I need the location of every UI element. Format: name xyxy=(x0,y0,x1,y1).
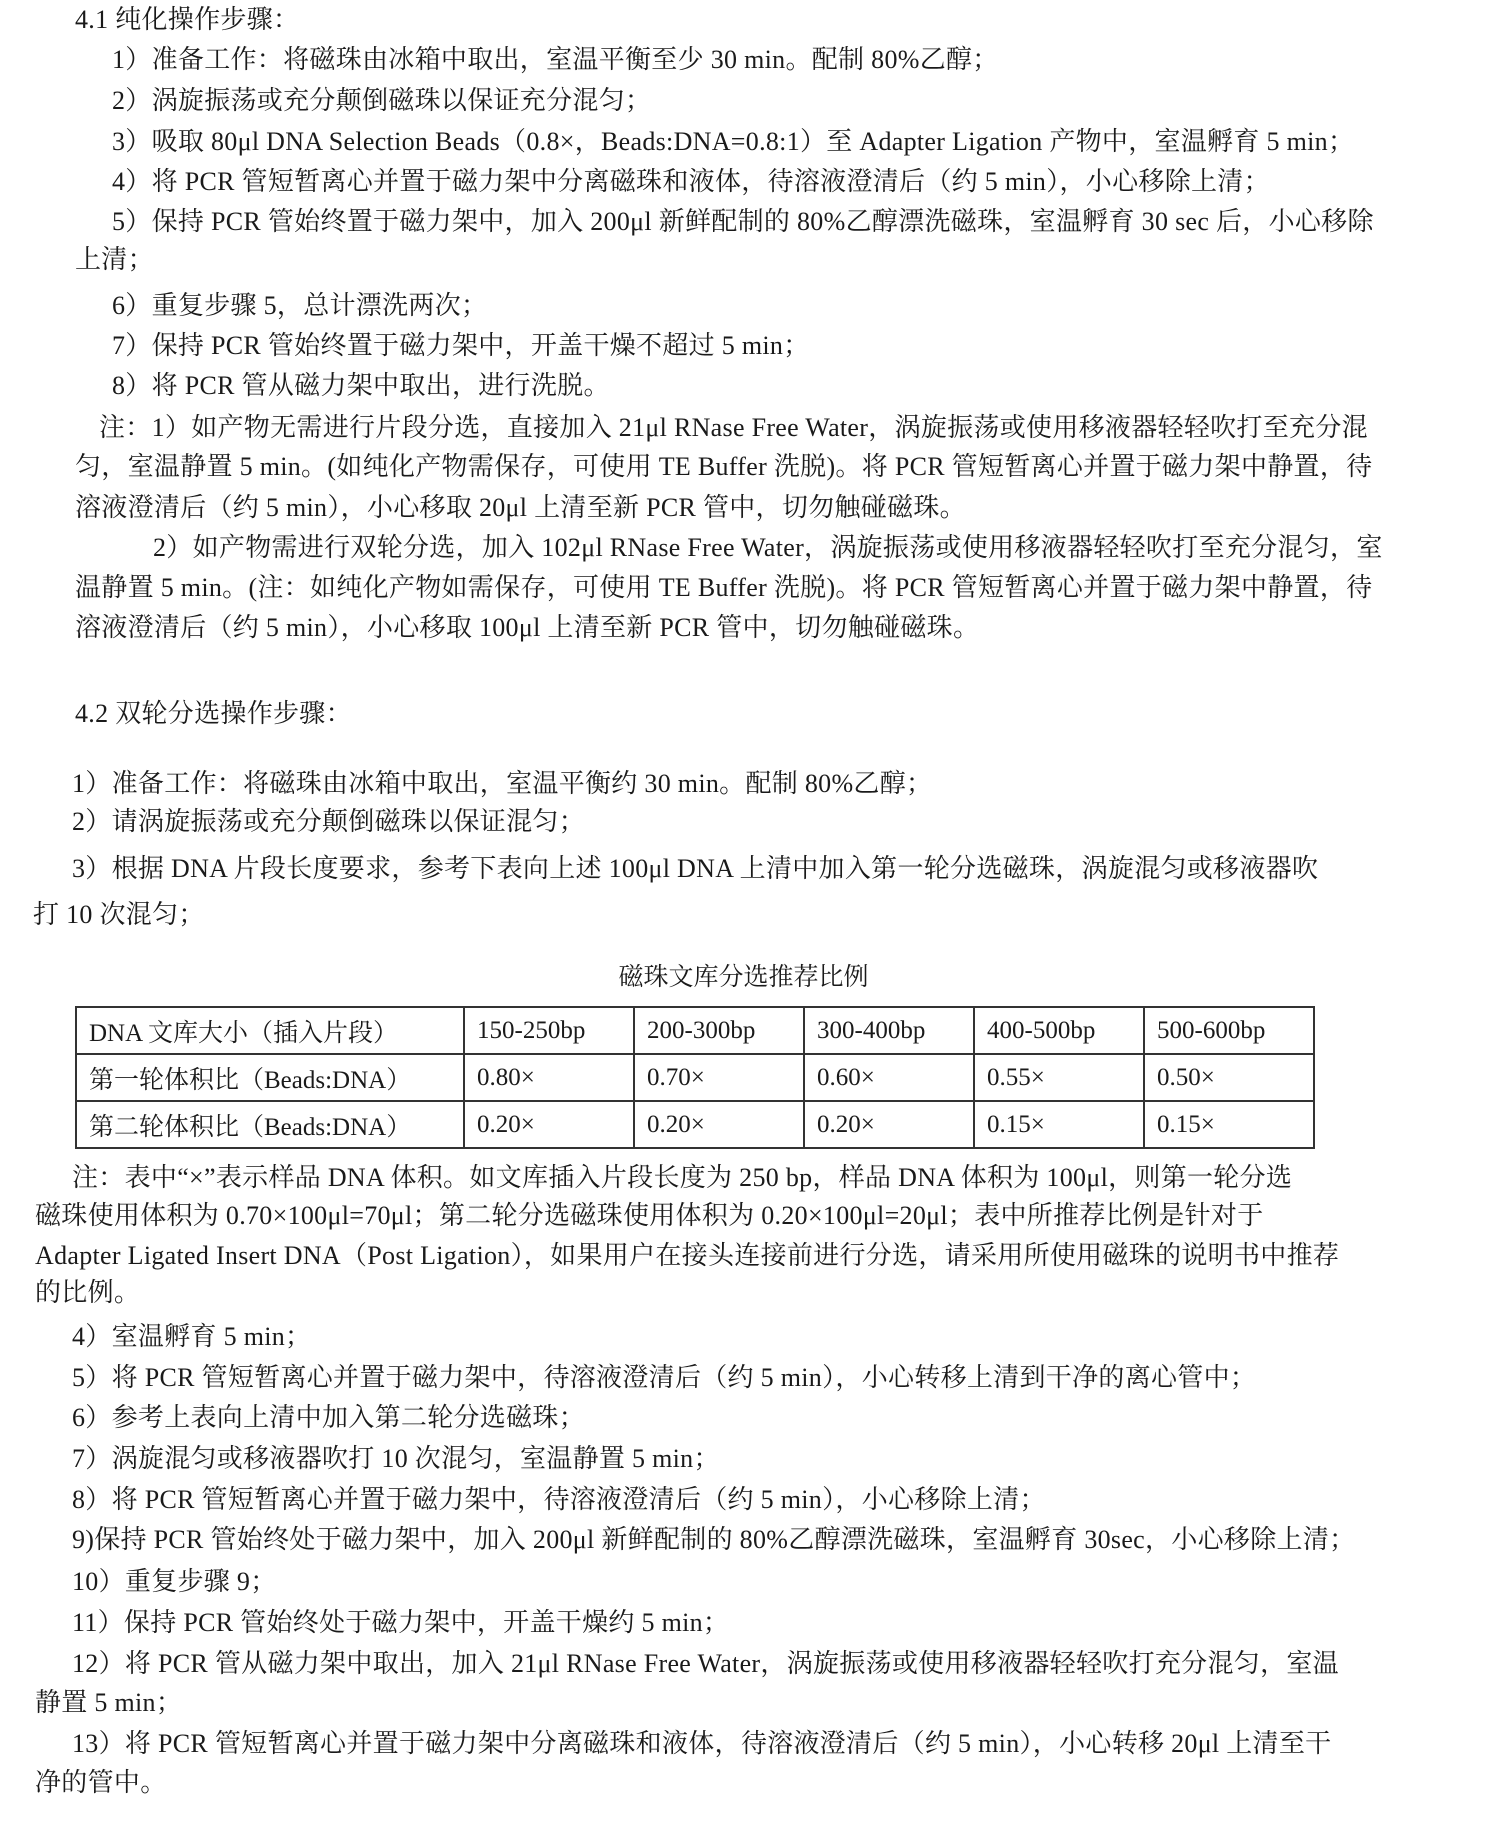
step-4-2-2: 2）请涡旋振荡或充分颠倒磁珠以保证混匀； xyxy=(72,807,586,836)
table-cell: 第一轮体积比（Beads:DNA） xyxy=(76,1054,464,1101)
step-4-2-3-cont: 打 10 次混匀； xyxy=(33,900,205,929)
step-4-2-6: 6）参考上表向上清中加入第二轮分选磁珠； xyxy=(72,1403,586,1432)
note-2-line-3: 溶液澄清后（约 5 min），小心移取 100μl 上清至新 PCR 管中，切勿触碰磁珠。 xyxy=(75,613,980,642)
step-4-2-7: 7）涡旋混匀或移液器吹打 10 次混匀，室温静置 5 min； xyxy=(72,1444,720,1473)
table-row xyxy=(76,1007,1314,1054)
table-row xyxy=(76,1054,1314,1101)
step-4-2-5: 5）将 PCR 管短暂离心并置于磁力架中，待溶液澄清后（约 5 min），小心转移上清到干净的离心管中； xyxy=(72,1363,1257,1392)
step-4-2-11: 11）保持 PCR 管始终处于磁力架中，开盖干燥约 5 min； xyxy=(72,1608,730,1637)
table-cell: 第二轮体积比（Beads:DNA） xyxy=(76,1101,464,1148)
table-cell: 0.15× xyxy=(974,1101,1144,1148)
bead-ratio-table xyxy=(75,1006,1315,1149)
table-cell: 0.20× xyxy=(464,1101,634,1148)
step-4-2-12: 12）将 PCR 管从磁力架中取出，加入 21μl RNase Free Water，涡旋振荡或使用移液器轻轻吹打充分混匀，室温 xyxy=(72,1649,1339,1678)
step-4-1-2: 2）涡旋振荡或充分颠倒磁珠以保证充分混匀； xyxy=(112,86,652,115)
section-4-2-title: 4.2 双轮分选操作步骤： xyxy=(75,699,352,728)
table-cell: 0.55× xyxy=(974,1054,1144,1101)
table-cell: 0.70× xyxy=(634,1054,804,1101)
step-4-2-13: 13）将 PCR 管短暂离心并置于磁力架中分离磁珠和液体，待溶液澄清后（约 5 min），小心转移 20μl 上清至干 xyxy=(72,1729,1332,1758)
table-note-line-2: 磁珠使用体积为 0.70×100μl=70μl；第二轮分选磁珠使用体积为 0.20×100μl=20μl；表中所推荐比例是针对于 xyxy=(35,1201,1264,1230)
table-cell: 0.60× xyxy=(804,1054,974,1101)
step-4-2-3: 3）根据 DNA 片段长度要求，参考下表向上述 100μl DNA 上清中加入第一轮分选磁珠，涡旋混匀或移液器吹 xyxy=(72,854,1319,883)
note-1-line-1: 注：1）如产物无需进行片段分选，直接加入 21μl RNase Free Water，涡旋振荡或使用移液器轻轻吹打至充分混 xyxy=(99,413,1368,442)
step-4-2-13-cont: 净的管中。 xyxy=(35,1768,167,1797)
step-4-2-10: 10）重复步骤 9； xyxy=(72,1567,277,1596)
step-4-1-6: 6）重复步骤 5，总计漂洗两次； xyxy=(112,291,488,320)
step-4-1-7: 7）保持 PCR 管始终置于磁力架中，开盖干燥不超过 5 min； xyxy=(112,331,810,360)
table-note-line-3: Adapter Ligated Insert DNA（Post Ligation），如果用户在接头连接前进行分选，请采用所使用磁珠的说明书中推荐 xyxy=(35,1241,1340,1270)
table-cell: 0.20× xyxy=(634,1101,804,1148)
step-4-1-5: 5）保持 PCR 管始终置于磁力架中，加入 200μl 新鲜配制的 80%乙醇漂洗磁珠，室温孵育 30 sec 后，小心移除 xyxy=(112,207,1374,236)
table-row xyxy=(76,1101,1314,1148)
table-cell: 0.20× xyxy=(804,1101,974,1148)
step-4-1-3: 3）吸取 80μl DNA Selection Beads（0.8×，Beads:DNA=0.8:1）至 Adapter Ligation 产物中，室温孵育 5 min； xyxy=(112,127,1355,156)
step-4-1-1: 1）准备工作：将磁珠由冰箱中取出，室温平衡至少 30 min。配制 80%乙醇； xyxy=(112,45,999,74)
table-cell: 0.80× xyxy=(464,1054,634,1101)
table-cell: 200-300bp xyxy=(634,1007,804,1054)
note-1-line-2: 匀，室温静置 5 min。(如纯化产物需保存，可使用 TE Buffer 洗脱)。将 PCR 管短暂离心并置于磁力架中静置，待 xyxy=(75,452,1373,481)
note-2-line-1: 2）如产物需进行双轮分选，加入 102μl RNase Free Water，涡旋振荡或使用移液器轻轻吹打至充分混匀，室 xyxy=(153,533,1383,562)
step-4-2-1: 1）准备工作：将磁珠由冰箱中取出，室温平衡约 30 min。配制 80%乙醇； xyxy=(72,769,933,798)
table-cell: 500-600bp xyxy=(1144,1007,1314,1054)
table-cell: 0.15× xyxy=(1144,1101,1314,1148)
step-4-2-4: 4）室温孵育 5 min； xyxy=(72,1322,312,1351)
step-4-2-12-cont: 静置 5 min； xyxy=(35,1688,183,1717)
table-cell: 0.50× xyxy=(1144,1054,1314,1101)
step-4-2-8: 8）将 PCR 管短暂离心并置于磁力架中，待溶液澄清后（约 5 min），小心移除上清； xyxy=(72,1485,1046,1514)
table-cell: DNA 文库大小（插入片段） xyxy=(76,1007,464,1054)
table-cell: 150-250bp xyxy=(464,1007,634,1054)
step-4-1-5-cont: 上清； xyxy=(75,245,154,274)
section-4-1-title: 4.1 纯化操作步骤： xyxy=(75,5,300,34)
step-4-1-8: 8）将 PCR 管从磁力架中取出，进行洗脱。 xyxy=(112,371,610,400)
table-caption: 磁珠文库分选推荐比例 xyxy=(618,964,869,991)
table-note-line-4: 的比例。 xyxy=(35,1278,141,1307)
note-2-line-2: 温静置 5 min。(注：如纯化产物如需保存，可使用 TE Buffer 洗脱)。将 PCR 管短暂离心并置于磁力架中静置，待 xyxy=(75,573,1373,602)
table-cell: 300-400bp xyxy=(804,1007,974,1054)
note-1-line-3: 溶液澄清后（约 5 min），小心移取 20μl 上清至新 PCR 管中，切勿触碰磁珠。 xyxy=(75,493,966,522)
step-4-1-4: 4）将 PCR 管短暂离心并置于磁力架中分离磁珠和液体，待溶液澄清后（约 5 min），小心移除上清； xyxy=(112,167,1270,196)
table-note-line-1: 注：表中“×”表示样品 DNA 体积。如文库插入片段长度为 250 bp，样品 DNA 体积为 100μl，则第一轮分选 xyxy=(72,1163,1293,1192)
step-4-2-9: 9)保持 PCR 管始终处于磁力架中，加入 200μl 新鲜配制的 80%乙醇漂洗磁珠，室温孵育 30sec，小心移除上清； xyxy=(72,1525,1356,1554)
table-cell: 400-500bp xyxy=(974,1007,1144,1054)
